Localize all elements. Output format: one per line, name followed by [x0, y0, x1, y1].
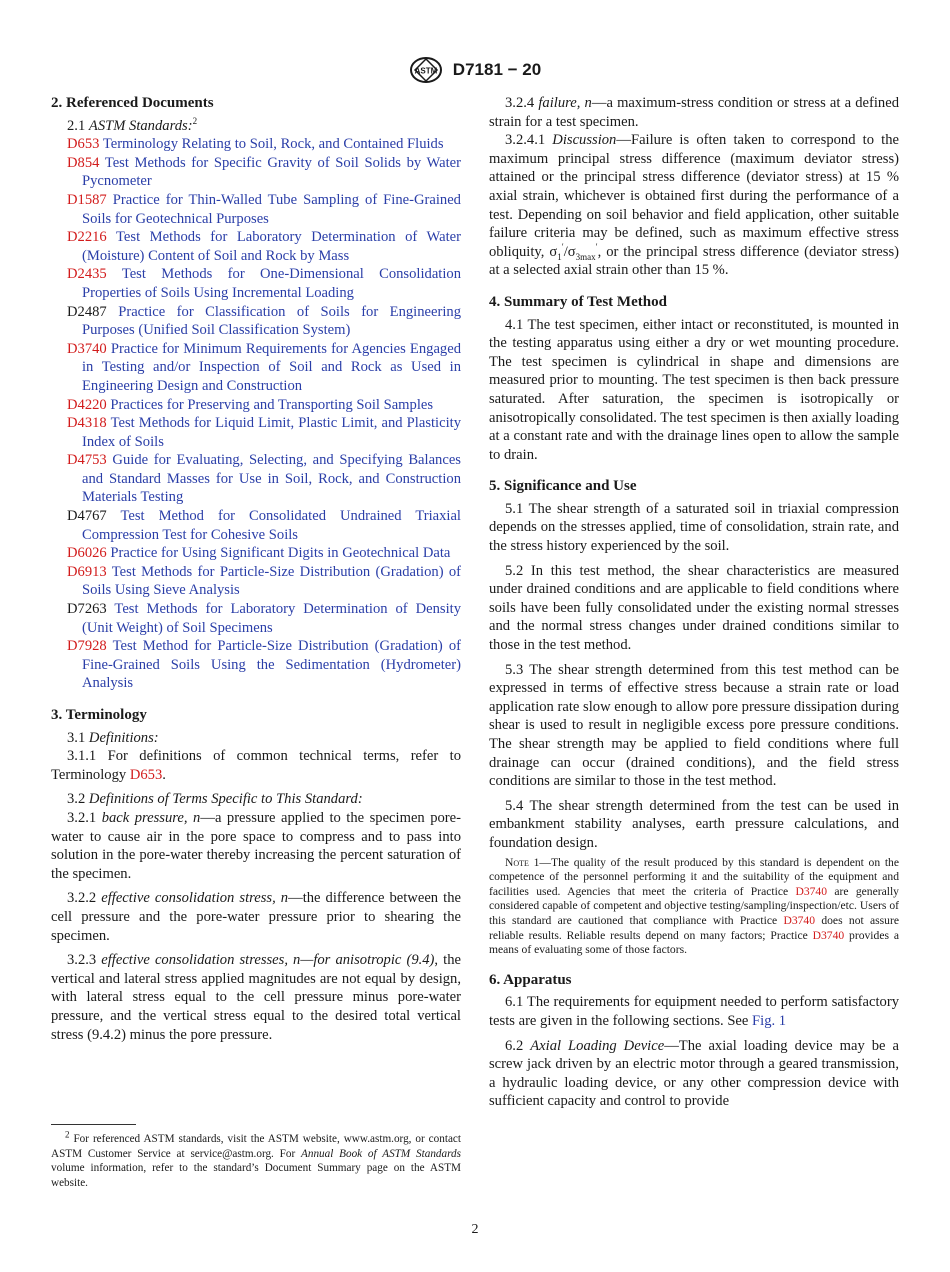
reference-item: D2216 Test Methods for Laboratory Determination of Water (Moisture) Content of Soil and Rock by Mass: [67, 229, 461, 264]
reference-link[interactable]: D6026: [67, 545, 107, 562]
section-2-1: 2.1 ASTM Standards:$^2$: [67, 115, 198, 134]
reference-link[interactable]: D2216: [67, 229, 107, 246]
section-5-1: 5.1 The shear strength of a saturated soil in triaxial compression depends on the stresses applied, time of consolidation, strain rate, and the stress history experienced by the soil.: [489, 500, 899, 555]
page-number: 2: [471, 1222, 479, 1237]
section-5-heading: 5. Significance and Use: [489, 478, 637, 495]
reference-item: D4767 Test Method for Consolidated Undrained Triaxial Compression Test for Cohesive Soils: [67, 508, 461, 543]
section-3-heading: 3. Terminology: [51, 707, 147, 723]
reference-item: D6913 Test Methods for Particle-Size Distribution (Gradation) of Soils Using Sieve Analysis: [67, 563, 462, 599]
page-header: [0, 56, 950, 84]
reference-item: D7263 Test Methods for Laboratory Determination of Density (Unit Weight) of Soil Specimens: [67, 601, 461, 636]
reference-item: D4318 Test Methods for Liquid Limit, Plastic Limit, and Plasticity Index of Soils: [67, 415, 461, 450]
section-4-1: 4.1 The test specimen, either intact or reconstituted, is mounted in the testing apparatus using either a dry or wet mounting procedure. The test specimen is cylindrical in shape and dimensions are measured prior to mounting. The test specimen is then back pressure saturated. After saturation, the specimen is isotropically or anisotropically consolidated. The test specimen is then axially loading at a constant rate and with the drainage lines open to allow the sample to drain.: [489, 316, 899, 463]
figure-link[interactable]: Fig. 1: [752, 1012, 787, 1029]
footnote-divider: [51, 1124, 136, 1125]
section-2-heading: 2. Referenced Documents: [51, 95, 214, 111]
reference-link[interactable]: D3740: [783, 913, 816, 927]
section-5-2: 5.2 In this test method, the shear characteristics are measured under drained conditions and are applicable to field conditions where soils have been fully consolidated under the existing normal stresses and the normal stress changes under drained conditions similar to those in the test method.: [489, 562, 899, 654]
reference-code: D7263: [67, 601, 107, 618]
section-6-heading: 6. Apparatus: [489, 971, 572, 988]
section-3-1-1: 3.1.1 For definitions of common technical terms, refer to Terminology D653.: [51, 748, 461, 783]
section-5-3: 5.3 The shear strength determined from this test method can be expressed in terms of effective stress because a strain rate or load application rate slow enough to allow pore pressure dissipation during shear is used to result in negligible excess pore pressure conditions. The shear strength may be applied to field conditions where full drainage can occur (drained conditions), and the field stress conditions are similar to those in the test method.: [489, 661, 899, 790]
section-3-2-3: 3.2.3 effective consolidation stresses, n—for anisotropic (9.4), the vertical and lateral stress applied magnitudes are not equal by design, with lateral stress equal to the cell pressure minus pore-water pressure, and the vertical stress equal to the desired total vertical stress (9.4.2) minus the pore pressure.: [51, 952, 461, 1043]
right-column: [489, 94, 899, 1111]
reference-item: D2435 Test Methods for One-Dimensional Consolidation Properties of Soils Using Incremental Loading: [67, 266, 461, 301]
reference-link[interactable]: D4753: [67, 452, 107, 469]
reference-link[interactable]: D1587: [67, 191, 107, 208]
footnote: $^2$ For referenced ASTM standards, visit the ASTM website, www.astm.org, or contact ASTM Customer Service at service@astm.org. For Annual Book of ASTM Standards volume information, refer to the standard’s Document Summary page on the ASTM website.: [51, 1129, 461, 1189]
reference-link[interactable]: D854: [67, 154, 100, 171]
section-6-2: 6.2 Axial Loading Device—The axial loading device may be a screw jack driven by an electric motor through a geared transmission, a hydraulic loading device, or any other compression device with sufficient capacity and control to provide: [489, 1037, 899, 1110]
reference-link[interactable]: D4318: [67, 415, 107, 432]
document-designation: D7181 − 20: [452, 60, 542, 79]
section-3-2: 3.2 Definitions of Terms Specific to This Standard:: [67, 791, 363, 808]
reference-item: D4753 Guide for Evaluating, Selecting, and Specifying Balances and Standard Masses for Use in Soil, Rock, and Construction Materials Testing: [67, 452, 461, 506]
reference-item: D854 Test Methods for Specific Gravity of Soil Solids by Water Pycnometer: [67, 154, 462, 190]
reference-item: D7928 Test Method for Particle-Size Distribution (Gradation) of Fine-Grained Soils Using the Sedimentation (Hydrometer) Analysis: [67, 638, 461, 692]
section-3-2-4: 3.2.4 failure, n—a maximum-stress condition or stress at a defined strain for a test specimen.: [489, 95, 900, 130]
reference-item: D2487 Practice for Classification of Soils for Engineering Purposes (Unified Soil Classification System): [67, 303, 461, 339]
section-3-2-4-1: 3.2.4.1 Discussion—Failure is often taken to correspond to the maximum principal stress difference (maximum deviator stress) attained or the principal stress difference (deviator stress) at 15 % axial strain, whichever is obtained first during the performance of a test. Depending on soil behavior and field application, other suitable failure criteria may be defined, such as maximum effective stress obliquity, $\sigma_1'/\sigma_{3max}'$, or the principal stress difference (deviator stress) at a selected axial strain other than 15 %.: [489, 132, 899, 279]
reference-item: D1587 Practice for Thin-Walled Tube Sampling of Fine-Grained Soils for Geotechnical Purposes: [67, 191, 461, 227]
section-6-1: 6.1 The requirements for equipment needed to perform satisfactory tests are given in the following sections. See Fig. 1: [489, 994, 899, 1029]
left-column: [51, 94, 461, 1044]
reference-item: D6026 Practice for Using Significant Digits in Geotechnical Data: [67, 545, 451, 562]
section-4-heading: 4. Summary of Test Method: [489, 293, 667, 310]
section-3-2-1: 3.2.1 back pressure, n—a pressure applied to the specimen pore-water to cause air in the pore space to compress and to pass into solution in the pore-water thereby increasing the percent saturation of the specimen.: [51, 809, 461, 882]
reference-link[interactable]: D2435: [67, 266, 107, 283]
section-3-2-2: 3.2.2 effective consolidation stress, n—the difference between the cell pressure and the pore-water pressure prior to shearing the specimen.: [51, 890, 461, 944]
reference-link[interactable]: D7928: [67, 638, 107, 655]
section-5-4: 5.4 The shear strength determined from the test can be used in embankment stability analyses, earth pressure calculations, and foundation design.: [489, 797, 899, 851]
reference-item: D653 Terminology Relating to Soil, Rock, and Contained Fluids: [67, 136, 444, 153]
svg-text:ASTM: ASTM: [414, 66, 438, 76]
reference-link[interactable]: D3740: [67, 340, 107, 357]
reference-item: D3740 Practice for Minimum Requirements for Agencies Engaged in Testing and/or Inspection of Soil and Rock as Used in Engineering Design and Construction: [67, 340, 461, 394]
reference-link[interactable]: D653: [67, 136, 100, 153]
section-3-1: 3.1 Definitions:: [67, 729, 159, 746]
reference-code: D4767: [67, 508, 107, 525]
astm-logo-icon: [409, 56, 443, 84]
reference-code: D2487: [67, 303, 107, 320]
reference-link[interactable]: D3740: [812, 928, 845, 942]
reference-link[interactable]: D6913: [67, 563, 107, 580]
reference-link[interactable]: D3740: [795, 884, 828, 898]
note-1: Note 1—The quality of the result produced by this standard is dependent on the competence of the personnel performing it and the suitability of the equipment and facilities used. Agencies that meet the criteria of Practice D3740 are generally considered capable of competent and objective testing/sampling/inspection/etc. Users of this standard are cautioned that compliance with Practice D3740 does not assure reliable results. Reliable results depend on many factors; Practice D3740 provides a means of evaluating some of those factors.: [489, 855, 900, 957]
reference-link[interactable]: D4220: [67, 396, 107, 413]
reference-item: D4220 Practices for Preserving and Transporting Soil Samples: [67, 396, 434, 413]
reference-link[interactable]: D653: [129, 766, 163, 783]
